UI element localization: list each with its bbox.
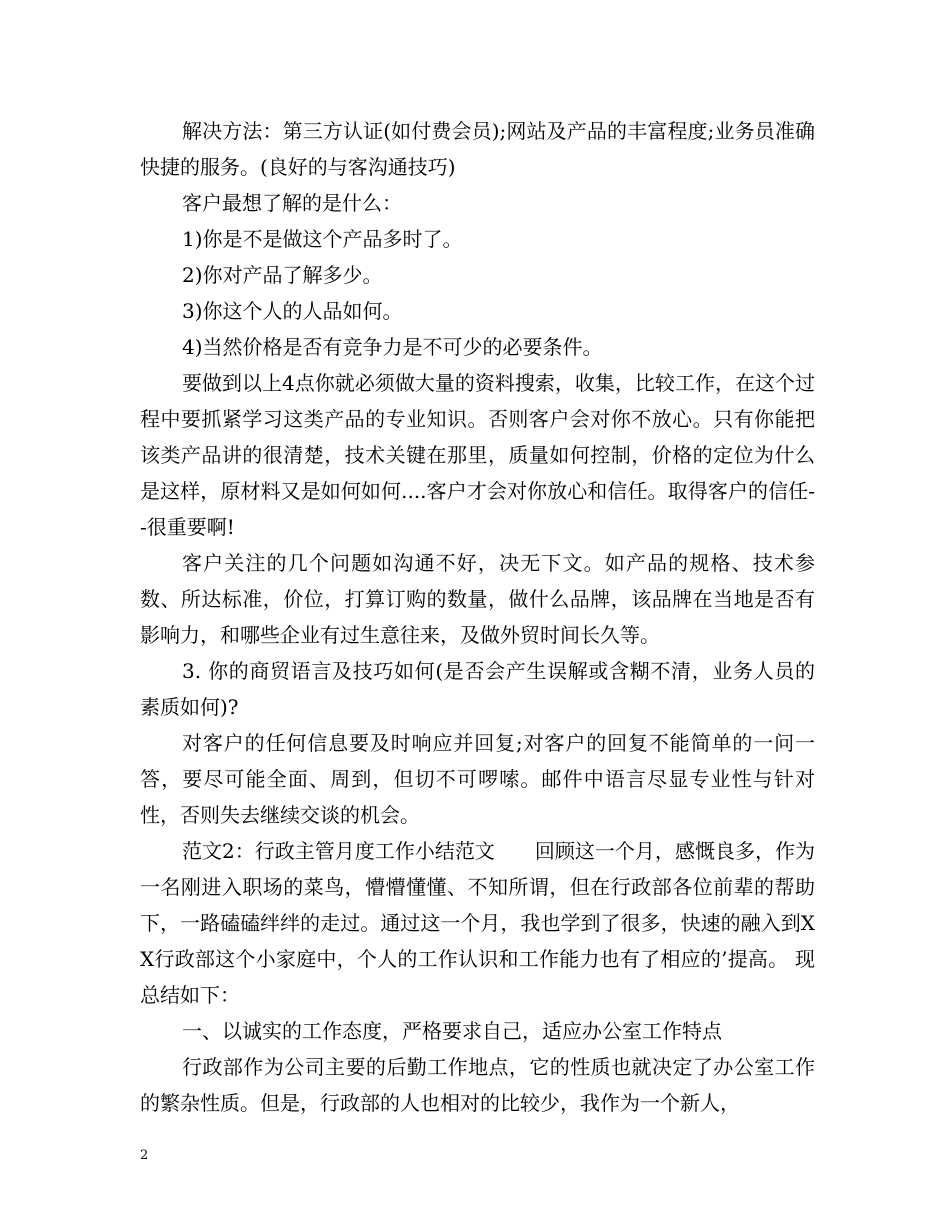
paragraph-admin-department: 行政部作为公司主要的后勤工作地点，它的性质也就决定了办公室工作的繁杂性质。但是，行政部的人也相对的比较少，我作为一个新人，	[140, 1055, 815, 1115]
document-body	[140, 113, 815, 1121]
paragraph-customer-concerns: 客户关注的几个问题如沟通不好，决无下文。如产品的规格、技术参数、所达标准，价位，打算订购的数量，做什么品牌，该品牌在当地是否有影响力，和哪些企业有过生意往来，及做外贸时间长久等。	[140, 551, 815, 647]
paragraph-sample-2: 范文2：行政主管月度工作小结范文 回顾这一个月，感慨良多，作为一名刚进入职场的菜鸟，懵懵懂懂、不知所谓，但在行政部各位前辈的帮助下，一路磕磕绊绊的走过。通过这一个月，我也学到了很多，快速的融入到XX行政部这个小家庭中，个人的工作认识和工作能力也有了相应的’提高。 现总结如下：	[140, 839, 815, 1007]
section-heading-1: 一、以诚实的工作态度，严格要求自己，适应办公室工作特点	[182, 1019, 722, 1043]
list-item-2: 2)你对产品了解多少。	[182, 263, 383, 287]
list-item-1: 1)你是不是做这个产品多时了。	[182, 227, 463, 251]
list-item-4: 4)当然价格是否有竞争力是不可少的必要条件。	[182, 335, 603, 359]
list-item-3: 3)你这个人的人品如何。	[182, 299, 403, 323]
paragraph-reply: 对客户的任何信息要及时响应并回复;对客户的回复不能简单的一问一答，要尽可能全面、周到，但切不可啰嗦。邮件中语言尽显专业性与针对性，否则失去继续交谈的机会。	[140, 731, 815, 827]
paragraph-solution: 解决方法：第三方认证(如付费会员);网站及产品的丰富程度;业务员准确快捷的服务。(良好的与客沟通技巧)	[140, 119, 815, 179]
page-number: 2	[140, 1148, 149, 1163]
paragraph-customer-question: 客户最想了解的是什么：	[182, 191, 402, 215]
paragraph-trade-language: 3. 你的商贸语言及技巧如何(是否会产生误解或含糊不清，业务人员的素质如何)?	[140, 659, 815, 719]
paragraph-four-points: 要做到以上4点你就必须做大量的资料搜索，收集，比较工作，在这个过程中要抓紧学习这类产品的专业知识。否则客户会对你不放心。只有你能把该类产品讲的很清楚，技术关键在那里，质量如何控制，价格的定位为什么是这样，原材料又是如何如何....客户才会对你放心和信任。取得客户的信任--很重要啊!	[140, 371, 815, 539]
